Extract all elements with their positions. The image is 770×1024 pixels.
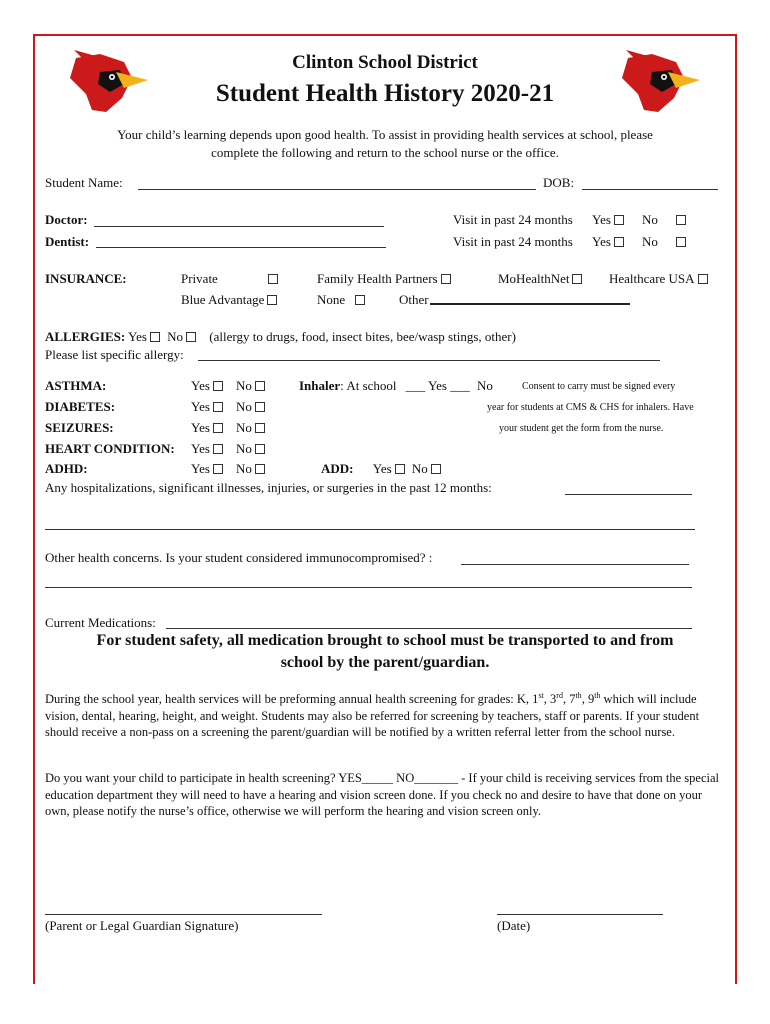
consent-note-1: Consent to carry must be signed every — [522, 381, 676, 392]
diabetes-no[interactable]: No — [236, 399, 265, 415]
other-health-field-1[interactable] — [461, 564, 689, 565]
allergies-yes[interactable]: Yes — [128, 329, 160, 344]
dentist-field[interactable] — [96, 247, 386, 248]
insurance-family-health[interactable]: Family Health Partners — [317, 271, 451, 287]
insurance-other-field[interactable] — [430, 303, 630, 305]
asthma-no[interactable]: No — [236, 378, 265, 394]
insurance-mohealthnet[interactable]: MoHealthNet — [498, 271, 582, 287]
heart-no[interactable]: No — [236, 441, 265, 457]
inhaler-yes[interactable]: ___ Yes ___ — [405, 378, 470, 393]
insurance-other-label: Other — [399, 292, 429, 307]
allergies-no[interactable]: No — [167, 329, 196, 344]
add-no[interactable]: No — [412, 461, 441, 476]
dob-label: DOB: — [543, 175, 575, 190]
district-name: Clinton School District — [292, 52, 478, 73]
dentist-visit-no[interactable]: No — [642, 234, 686, 250]
consent-note-2: year for students at CMS & CHS for inhalers. Have — [487, 402, 694, 413]
doctor-visit-label: Visit in past 24 months — [453, 212, 573, 227]
hospitalizations-field-2[interactable] — [45, 529, 695, 530]
insurance-private[interactable]: Private — [181, 271, 278, 287]
safety-notice-line-2: school by the parent/guardian. — [280, 654, 490, 671]
screening-paragraph: During the school year, health services will be preforming annual health screening for grades: K, 1st, 3rd, 7th, 9th which will include vision, dental, hearing, height, and weight. Students may also be referred for screening by teachers, staff or parents. If your student should receive a non-pass on a screening the parent/guardian will be notified by a written referral letter from the school nurse. — [45, 691, 700, 740]
inhaler-no[interactable]: No — [476, 378, 493, 393]
adhd-no[interactable]: No — [236, 461, 265, 477]
add-yes[interactable]: Yes — [373, 461, 405, 476]
medications-field[interactable] — [166, 628, 692, 629]
insurance-blue-advantage[interactable]: Blue Advantage — [181, 292, 277, 308]
hospitalizations-field-1[interactable] — [565, 494, 692, 495]
consent-note-3: your student get the form from the nurse. — [499, 423, 664, 434]
adhd-yes[interactable]: Yes — [191, 461, 223, 477]
other-health-label: Other health concerns. Is your student considered immunocompromised? : — [45, 550, 433, 565]
adhd-label: ADHD: — [45, 461, 88, 476]
dentist-visit-label: Visit in past 24 months — [453, 234, 573, 249]
insurance-label: INSURANCE: — [45, 271, 127, 286]
intro-line-2: complete the following and return to the school nurse or the office. — [211, 145, 559, 160]
date-field[interactable] — [497, 914, 663, 915]
student-name-label: Student Name: — [45, 175, 123, 190]
student-name-field[interactable] — [138, 189, 536, 190]
doctor-visit-yes[interactable]: Yes — [592, 212, 624, 228]
doctor-label: Doctor: — [45, 212, 88, 227]
heart-yes[interactable]: Yes — [191, 441, 223, 457]
page-title: Student Health History 2020-21 — [215, 80, 555, 107]
dentist-label: Dentist: — [45, 234, 90, 249]
diabetes-label: DIABETES: — [45, 399, 116, 414]
inhaler-row: Inhaler: At school ___ Yes ___ No — [299, 378, 493, 393]
medications-label: Current Medications: — [45, 615, 156, 630]
parent-signature-field[interactable] — [45, 914, 322, 915]
dob-field[interactable] — [582, 189, 718, 190]
seizures-no[interactable]: No — [236, 420, 265, 436]
parent-signature-label: (Parent or Legal Guardian Signature) — [45, 918, 239, 933]
allergies-label: ALLERGIES: — [45, 329, 126, 344]
insurance-none[interactable]: None — [317, 292, 365, 308]
allergy-list-label: Please list specific allergy: — [45, 347, 184, 362]
insurance-healthcare-usa[interactable]: Healthcare USA — [609, 271, 708, 287]
date-label: (Date) — [497, 918, 531, 933]
screening-consent-paragraph: Do you want your child to participate in health screening? YES_____ NO_______ - If your child is receiving services from the special education department they will need to have a hearing and vision screen done. If you check no and desire to have that done on your own, please notify the nurse’s office, otherwise we will perform the hearing and vision screen only. — [45, 771, 720, 818]
doctor-visit-no[interactable]: No — [642, 212, 686, 228]
allergy-list-field[interactable] — [198, 360, 660, 361]
dentist-visit-yes[interactable]: Yes — [592, 234, 624, 250]
heart-condition-label: HEART CONDITION: — [45, 441, 175, 456]
page-border — [33, 34, 737, 984]
diabetes-yes[interactable]: Yes — [191, 399, 223, 415]
asthma-label: ASTHMA: — [45, 378, 107, 393]
add-row: ADD: Yes No — [321, 461, 441, 477]
hospitalizations-label: Any hospitalizations, significant illnesses, injuries, or surgeries in the past 12 months: — [45, 480, 492, 495]
doctor-field[interactable] — [94, 226, 384, 227]
safety-notice-line-1: For student safety, all medication brought to school must be transported to and from — [96, 632, 674, 649]
other-health-field-2[interactable] — [45, 587, 692, 588]
allergies-row — [45, 329, 516, 345]
seizures-yes[interactable]: Yes — [191, 420, 223, 436]
asthma-yes[interactable]: Yes — [191, 378, 223, 394]
intro-line-1: Your child’s learning depends upon good health. To assist in providing health services at school, please — [117, 127, 653, 142]
allergies-note: (allergy to drugs, food, insect bites, bee/wasp stings, other) — [209, 329, 516, 344]
seizures-label: SEIZURES: — [45, 420, 114, 435]
